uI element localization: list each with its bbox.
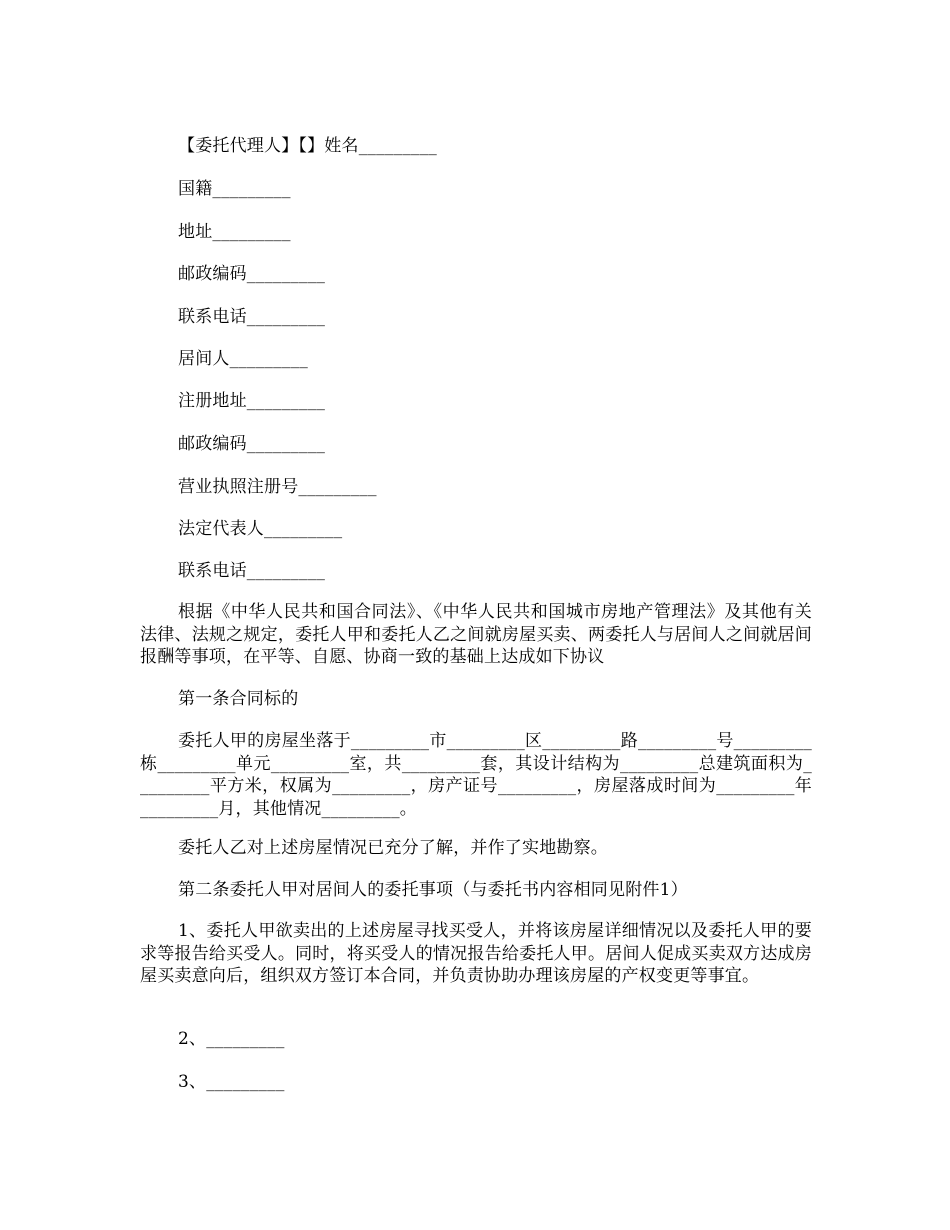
postal-code-field: 邮政编码_________ bbox=[178, 264, 326, 284]
item-3: 3、_________ bbox=[178, 1072, 285, 1092]
article-2-heading: 第二条委托人甲对居间人的委托事项（与委托书内容相同见附件1） bbox=[178, 880, 688, 900]
business-license-field: 营业执照注册号_________ bbox=[178, 477, 377, 497]
postal-code-field-2: 邮政编码_________ bbox=[178, 434, 326, 454]
preamble-paragraph: 根据《中华人民共和国合同法》、《中华人民共和国城市房地产管理法》及其他有关法律、法规之规定，委托人甲和委托人乙之间就房屋买卖、两委托人与居间人之间就居间报酬等事项，在平等、自愿、协商一致的基础上达成如下协议 bbox=[140, 602, 812, 667]
article-1-heading: 第一条合同标的 bbox=[178, 689, 299, 709]
article-1-paragraph: 委托人甲的房屋坐落于_________市_________区_________路_________号_________栋_________单元_________室，共_________套，其设计结构为_________总建筑面积为_________平方米，权属为_________，房产证号_________，房屋落成时间为_________年_________月，其他情况_________。 bbox=[140, 731, 812, 819]
phone-field-2: 联系电话_________ bbox=[178, 561, 326, 581]
phone-field: 联系电话_________ bbox=[178, 307, 326, 327]
document-page bbox=[140, 0, 812, 1230]
address-field: 地址_________ bbox=[178, 222, 291, 242]
item-2: 2、_________ bbox=[178, 1029, 285, 1049]
article-1-note: 委托人乙对上述房屋情况已充分了解，并作了实地勘察。 bbox=[178, 838, 608, 858]
nationality-field: 国籍_________ bbox=[178, 179, 291, 199]
intermediary-field: 居间人_________ bbox=[178, 349, 308, 369]
agent-name-field: 【委托代理人】【】姓名_________ bbox=[178, 136, 437, 156]
legal-representative-field: 法定代表人_________ bbox=[178, 519, 343, 539]
item-1-paragraph: 1、委托人甲欲卖出的上述房屋寻找买受人，并将该房屋详细情况以及委托人甲的要求等报告给买受人。同时，将买受人的情况报告给委托人甲。居间人促成买卖双方达成房屋买卖意向后，组织双方签订本合同，并负责协助办理该房屋的产权变更等事宜。 bbox=[140, 921, 812, 986]
registered-address-field: 注册地址_________ bbox=[178, 391, 326, 411]
